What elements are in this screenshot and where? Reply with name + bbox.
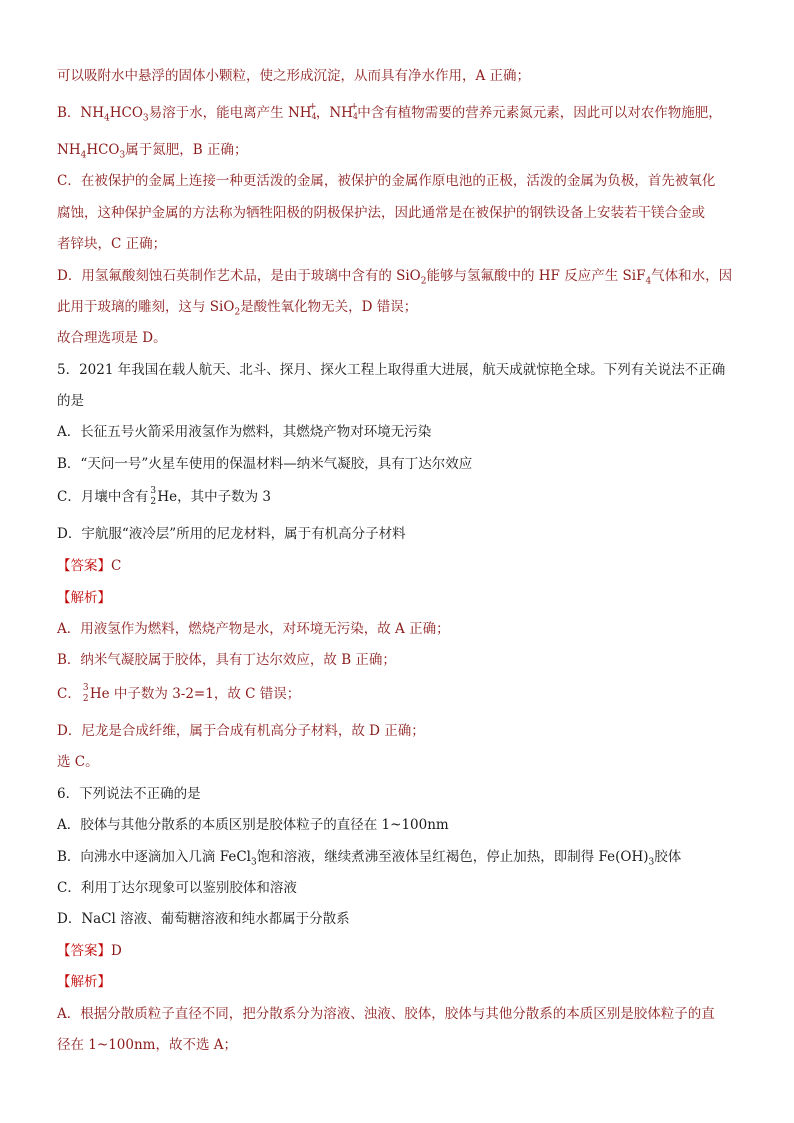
analysis-c-line3: 者锌块，C 正确； <box>57 236 167 252</box>
subscript: 4 <box>352 112 358 121</box>
text: HCO <box>109 105 143 121</box>
text: 饱和溶液，继续煮沸至液体呈红褐色，停止加热，即制得 Fe(OH) <box>256 849 649 865</box>
text: C．月壤中含有 <box>57 489 149 505</box>
q6-stem: 6．下列说法不正确的是 <box>57 786 201 802</box>
mass-number: 3 <box>82 682 89 693</box>
q5-option-d: D．宇航服“液冷层”所用的尼龙材料，属于有机高分子材料 <box>57 526 406 542</box>
q5-analysis-a: A．用液氢作为燃料，燃烧产物是水，对环境无污染，故 A 正确； <box>57 621 450 637</box>
q6-option-d: D．NaCl 溶液、葡萄糖溶液和纯水都属于分散系 <box>57 911 350 927</box>
text: He，其中子数为 3 <box>157 489 271 505</box>
q5-stem-line2: 的是 <box>57 393 84 409</box>
q5-option-a: A．长征五号火箭采用液氢作为燃料，其燃烧产物对环境无污染 <box>57 424 432 440</box>
text: C． <box>57 686 81 702</box>
analysis-c-line1: C．在被保护的金属上连接一种更活泼的金属，被保护的金属作原电池的正极，活泼的金属为负极，首先被氧化 <box>57 173 716 189</box>
q5-analysis-c <box>57 684 300 704</box>
subscript: 3 <box>648 857 655 868</box>
subscript: 3 <box>250 857 257 868</box>
q6-analysis-a-line1: A．根据分散质粒子直径不同，把分散系分为溶液、浊液、胶体，胶体与其他分散系的本质区别是胶体粒子的直 <box>57 1006 715 1022</box>
answer-label: 【答案】 <box>57 943 111 959</box>
q5-option-b: B．“天问一号”火星车使用的保温材料—纳米气凝胶，具有丁达尔效应 <box>57 456 473 472</box>
q6-option-c: C．利用丁达尔现象可以鉴别胶体和溶液 <box>57 880 297 896</box>
q6-analysis-label: 【解析】 <box>57 974 111 990</box>
analysis-d-line2 <box>57 297 417 323</box>
subscript: 4 <box>311 112 317 121</box>
analysis-a-continued: 可以吸附水中悬浮的固体小颗粒，使之形成沉淀，从而具有净水作用，A 正确； <box>57 68 531 84</box>
q5-stem-line1: 5．2021 年我国在载人航天、北斗、探月、探火工程上取得重大进展，航天成就惊艳全球。下列有关说法不正确 <box>57 362 726 378</box>
atomic-number: 2 <box>150 496 157 507</box>
subscript: 3 <box>142 113 149 124</box>
text: B．NH <box>57 105 105 121</box>
helium-3-isotope <box>81 682 90 704</box>
q6-analysis-a-line2: 径在 1~100nm，故不选 A； <box>57 1037 237 1053</box>
q5-option-c <box>57 487 271 507</box>
text: 是酸性氧化物无关，D 错误； <box>240 299 418 315</box>
text: 易溶于水，能电离产生 NH <box>148 105 312 121</box>
analysis-b-line2 <box>57 140 247 166</box>
q5-conclusion: 选 C。 <box>57 754 99 770</box>
q5-analysis-d: D．尼龙是合成纤维，属于合成有机高分子材料，故 D 正确； <box>57 723 425 739</box>
charge: + <box>350 102 358 112</box>
text: ，NH <box>315 105 353 121</box>
mass-number: 3 <box>150 485 157 496</box>
q5-analysis-label: 【解析】 <box>57 590 111 606</box>
atomic-number: 2 <box>82 693 89 704</box>
q6-answer <box>57 941 122 961</box>
subscript: 4 <box>645 276 652 287</box>
answer-label: 【答案】 <box>57 558 111 574</box>
subscript: 2 <box>234 307 241 318</box>
answer-value: D <box>111 943 122 959</box>
text: 中含有植物需要的营养元素氮元素，因此可以对农作物施肥， <box>357 105 722 121</box>
text: 此用于玻璃的雕刻，这与 SiO <box>57 299 235 315</box>
text: 气体和水，因 <box>651 268 733 284</box>
text: HCO <box>86 142 120 158</box>
answer-value: C <box>111 558 122 574</box>
charge: + <box>309 102 317 112</box>
analysis-c-line2: 腐蚀，这种保护金属的方法称为牺牲阳极的阴极保护法，因此通常是在被保护的钢铁设备上安装若干镁合金或 <box>57 205 705 221</box>
analysis-b-line1 <box>57 103 722 129</box>
q6-option-b <box>57 847 681 873</box>
subscript: 4 <box>104 113 110 124</box>
q6-option-a: A．胶体与其他分散系的本质区别是胶体粒子的直径在 1~100nm <box>57 817 449 833</box>
subscript: 4 <box>80 150 87 161</box>
text: 胶体 <box>654 849 682 865</box>
q5-analysis-b: B．纳米气凝胶属于胶体，具有丁达尔效应，故 B 正确； <box>57 652 396 668</box>
analysis-d-line1 <box>57 266 732 292</box>
text: He 中子数为 3-2=1，故 C 错误； <box>89 686 301 702</box>
helium-3-isotope <box>148 485 157 507</box>
text: 能够与氢氟酸中的 HF 反应产生 SiF <box>426 268 646 284</box>
text: D．用氢氟酸刻蚀石英制作艺术品，是由于玻璃中含有的 SiO <box>57 268 421 284</box>
subscript: 2 <box>420 276 427 287</box>
text: B．向沸水中逐滴加入几滴 FeCl <box>57 849 251 865</box>
analysis-conclusion: 故合理选项是 D。 <box>57 330 167 346</box>
q5-answer <box>57 556 121 576</box>
text: NH <box>57 142 81 158</box>
text: 属于氮肥，B 正确； <box>125 142 248 158</box>
subscript: 3 <box>119 150 126 161</box>
